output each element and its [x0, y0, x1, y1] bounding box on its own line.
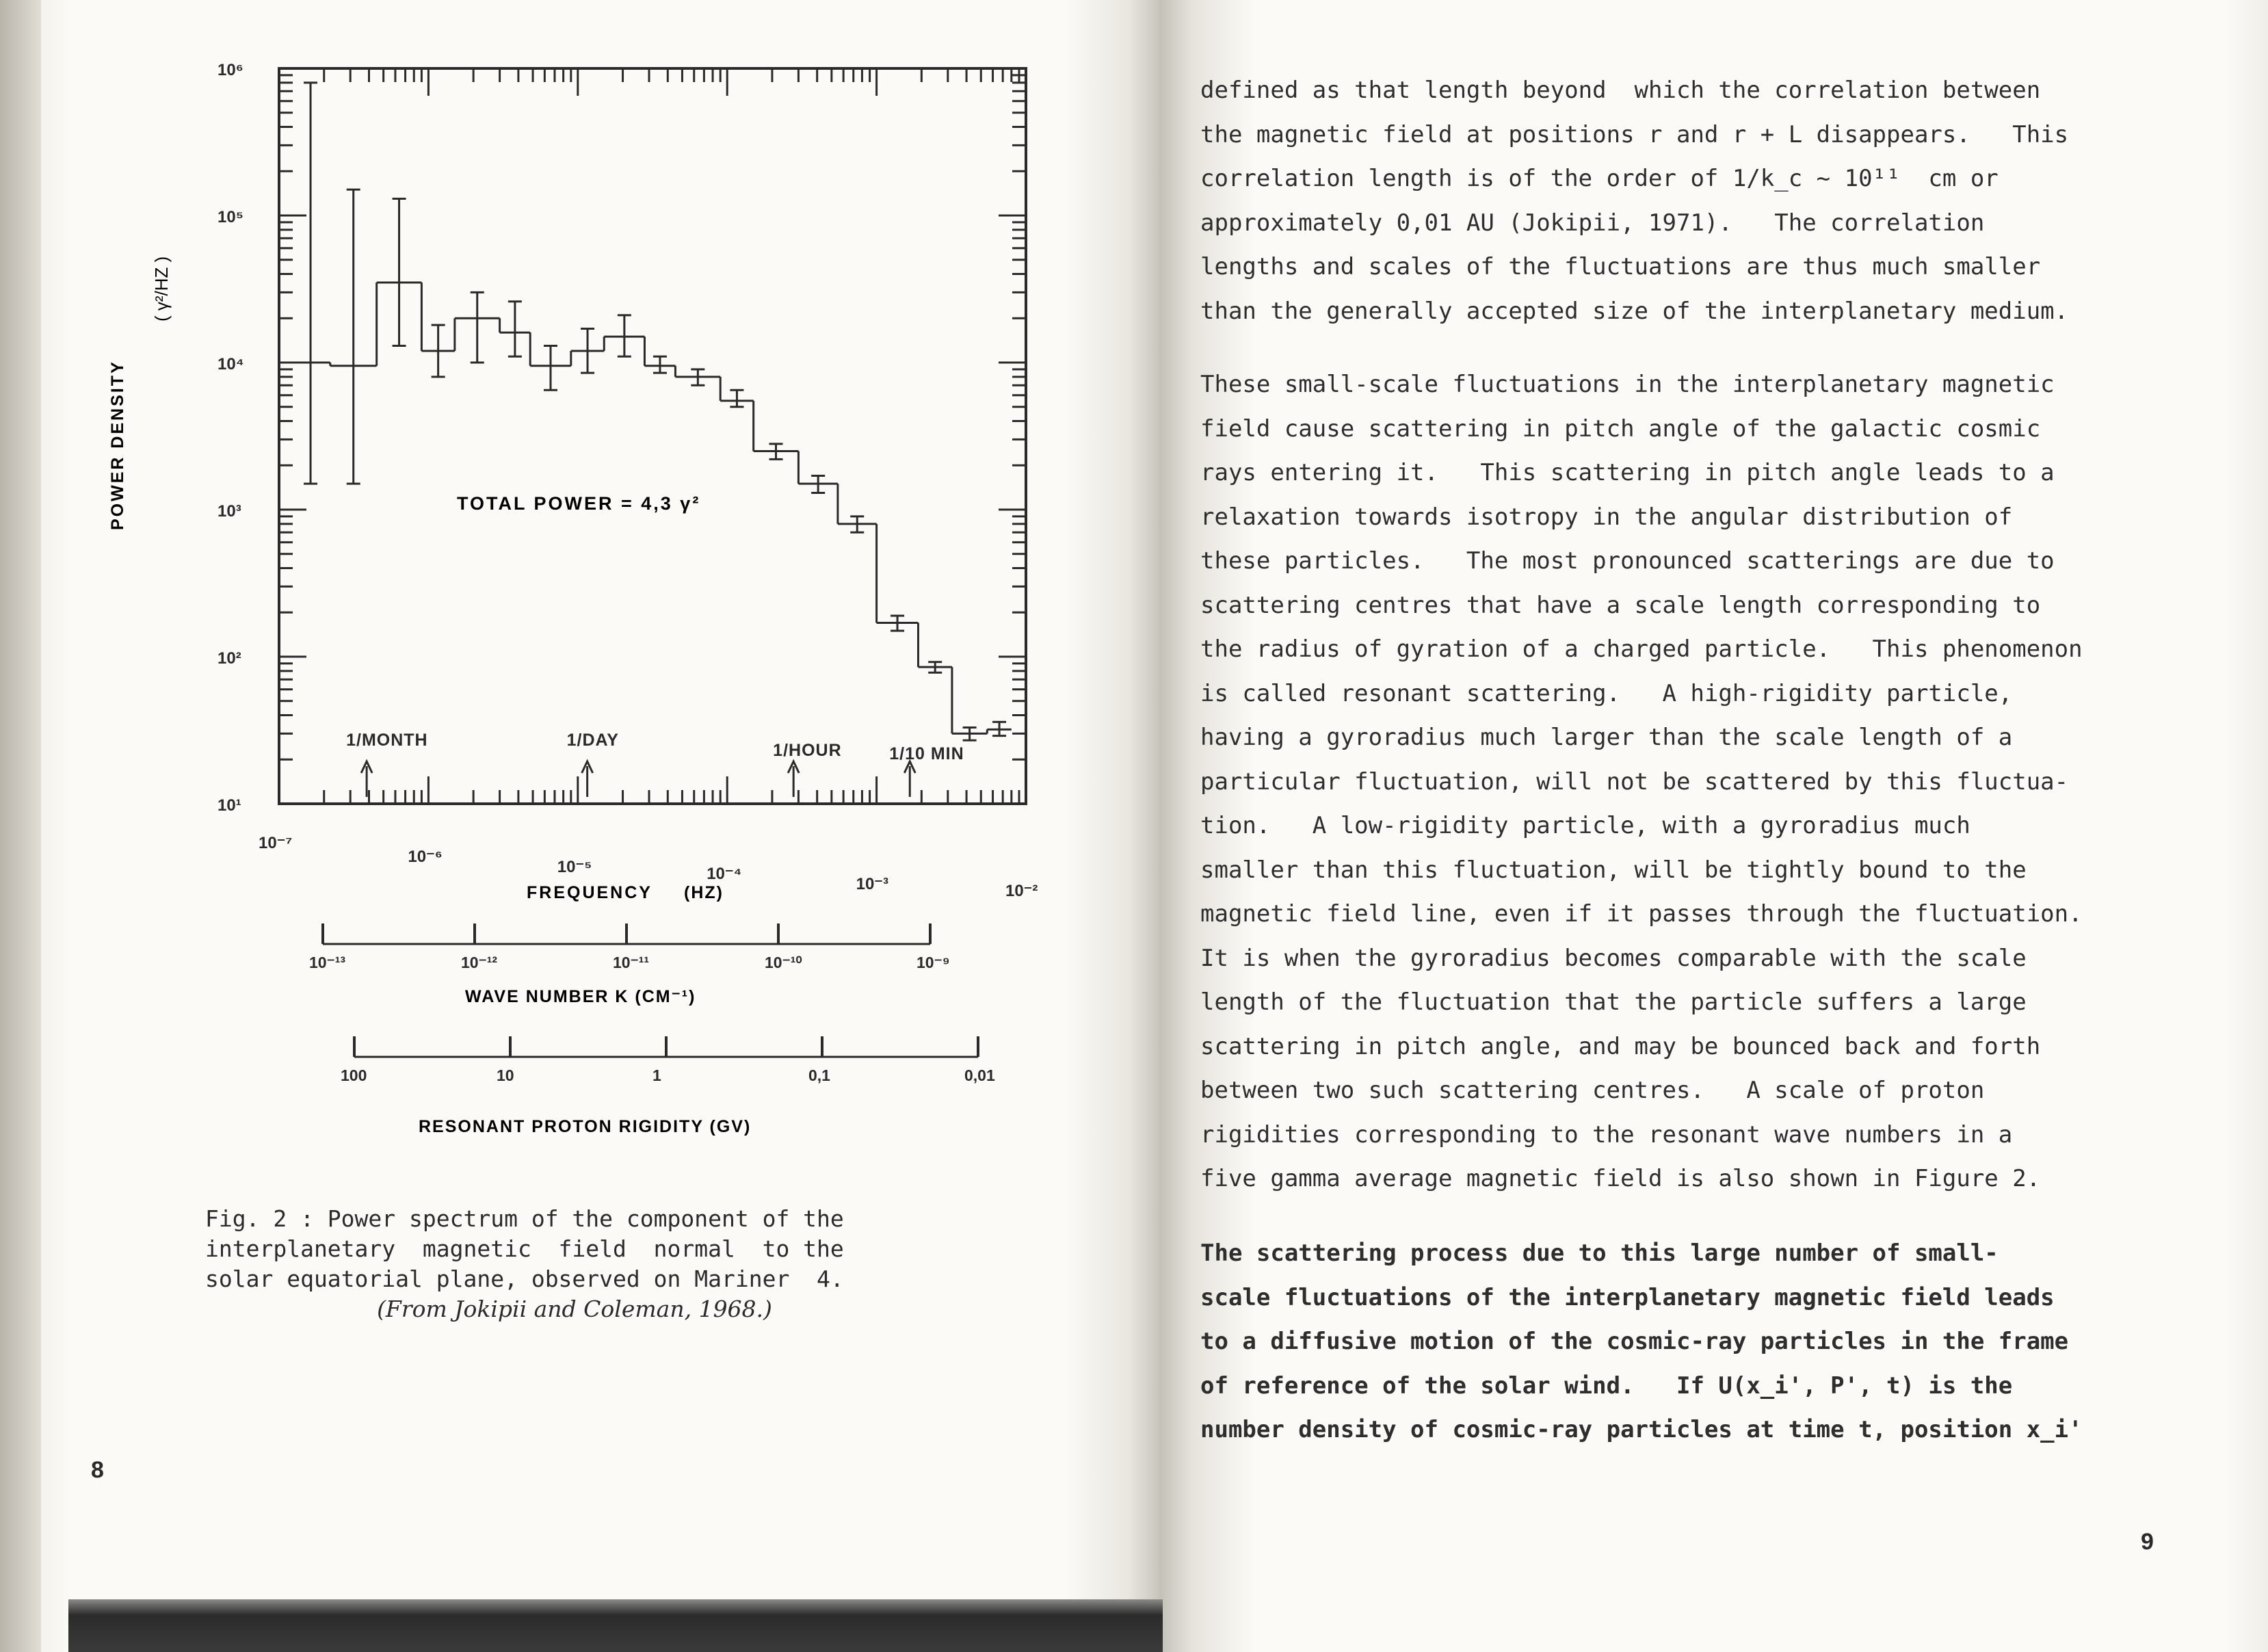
text-line: particular fluctuation, will not be scattered by this fluctua- [1200, 768, 2069, 796]
scale-tick-label: 10⁻¹⁰ [765, 954, 802, 971]
text-line: defined as that length beyond which the correlation between [1200, 77, 2041, 104]
paragraph-2 [1200, 363, 2158, 1201]
y-axis-unit: ( γ²/HZ ) [151, 256, 172, 322]
text-line: scattering in pitch angle, and may be bounced back and forth [1200, 1032, 2041, 1060]
period-marker-label: 1/DAY [566, 731, 619, 750]
caption-line-2: interplanetary magnetic field normal to the [205, 1235, 844, 1262]
power-spectrum-chart [0, 0, 1159, 1177]
x-tick-label: 10⁻³ [856, 875, 888, 893]
text-line: These small-scale fluctuations in the interplanetary magnetic [1200, 371, 2055, 398]
scale-tick-label: 10⁻¹³ [309, 954, 346, 971]
text-line: correlation length is of the order of 1/k_c ~ 10¹¹ cm or [1200, 165, 1999, 192]
text-line: having a gyroradius much larger than the scale length of a [1200, 724, 2013, 751]
chart-frame [279, 68, 1026, 804]
text-line: The scattering process due to this large number of small- [1200, 1240, 1999, 1267]
x-tick-label: 10⁻⁴ [707, 865, 742, 883]
scale-tick-label: 100 [341, 1066, 367, 1084]
caption-line-1: Fig. 2 : Power spectrum of the component of the [205, 1205, 844, 1232]
text-line: five gamma average magnetic field is also shown in Figure 2. [1200, 1165, 2041, 1192]
scale-tick-label: 0,1 [808, 1066, 830, 1084]
page-number: 8 [91, 1457, 104, 1483]
chart-ticks [279, 68, 1026, 804]
text-line: It is when the gyroradius becomes comparable with the scale [1200, 944, 2027, 972]
text-line: length of the fluctuation that the particle suffers a large [1200, 988, 2027, 1016]
x-tick-label: 10⁻² [1005, 882, 1038, 900]
x-tick-label: 10⁻⁶ [408, 848, 443, 866]
period-marker-label: 1/HOUR [773, 741, 842, 760]
x-axis-unit: (HZ) [684, 883, 724, 902]
y-tick-label: 10⁵ [217, 208, 243, 226]
scale-tick-label: 10 [497, 1066, 514, 1084]
plot-frame [279, 68, 1026, 804]
chart-error-bars [304, 83, 1006, 740]
text-line: the magnetic field at positions r and r + L disappears. This [1200, 120, 2069, 148]
text-line: scale fluctuations of the interplanetary magnetic field leads [1200, 1283, 2055, 1311]
text-line: rays entering it. This scattering in pitch angle leads to a [1200, 459, 2055, 486]
scale-tick-label: 0,01 [964, 1066, 995, 1084]
y-axis-label: POWER DENSITY [108, 360, 127, 530]
y-tick-label: 10⁶ [217, 61, 243, 79]
period-markers [346, 731, 964, 797]
scale-tick-label: 10⁻¹¹ [613, 954, 650, 971]
text-line: scattering centres that have a scale length corresponding to [1200, 591, 2041, 619]
text-line: number density of cosmic-ray particles at time t, position x_i' [1200, 1416, 2083, 1443]
paragraph-3 [1200, 1231, 2158, 1452]
text-line: lengths and scales of the fluctuations are thus much smaller [1200, 253, 2041, 280]
wave-number-scale [309, 923, 950, 971]
text-line: of reference of the solar wind. If U(x_i', P', t) is the [1200, 1372, 2013, 1400]
scale-tick-label: 1 [652, 1066, 661, 1084]
caption-line-4: (From Jokipii and Coleman, 1968.) [377, 1296, 772, 1322]
text-line: rigidities corresponding to the resonant wave numbers in a [1200, 1120, 2013, 1149]
text-line: between two such scattering centres. A scale of proton [1200, 1077, 1985, 1104]
text-line: field cause scattering in pitch angle of the galactic cosmic [1200, 415, 2041, 443]
x-tick-label: 10⁻⁵ [557, 858, 592, 876]
period-marker-label: 1/10 MIN [889, 744, 964, 763]
rigidity-label: RESONANT PROTON RIGIDITY (GV) [419, 1117, 752, 1136]
caption-line-3: solar equatorial plane, observed on Mariner 4. [205, 1266, 844, 1292]
text-line: the radius of gyration of a charged particle. This phenomenon [1200, 635, 2083, 663]
x-axis-label: FREQUENCY [527, 883, 652, 902]
text-line: magnetic field line, even if it passes through the fluctuation. [1200, 900, 2083, 928]
text-line: relaxation towards isotropy in the angular distribution of [1200, 503, 2013, 531]
page-number: 9 [2141, 1529, 2154, 1555]
paragraph-1 [1200, 68, 2158, 333]
wave-number-label: WAVE NUMBER K (CM⁻¹) [465, 987, 696, 1006]
text-line: is called resonant scattering. A high-rigidity particle, [1200, 679, 2013, 707]
y-tick-labels [217, 61, 244, 815]
rigidity-scale [341, 1036, 995, 1084]
text-line: these particles. The most pronounced scatterings are due to [1200, 547, 2055, 575]
text-line: to a diffusive motion of the cosmic-ray particles in the frame [1200, 1328, 2069, 1355]
y-tick-label: 10³ [217, 502, 241, 521]
figure-caption [205, 1204, 944, 1324]
text-line: tion. A low-rigidity particle, with a gyroradius much [1200, 812, 1970, 839]
text-line: smaller than this fluctuation, will be tightly bound to the [1200, 856, 2027, 884]
scale-tick-label: 10⁻⁹ [917, 954, 950, 971]
y-tick-label: 10¹ [217, 796, 241, 815]
text-line: than the generally accepted size of the interplanetary medium. [1200, 297, 2069, 325]
x-tick-label: 10⁻⁷ [259, 834, 293, 852]
y-tick-label: 10⁴ [217, 355, 244, 373]
scale-tick-label: 10⁻¹² [461, 954, 498, 971]
text-line: approximately 0,01 AU (Jokipii, 1971). The correlation [1200, 209, 1985, 237]
period-marker-label: 1/MONTH [346, 731, 428, 750]
book-bottom-edge [68, 1599, 1163, 1652]
total-power-label: TOTAL POWER = 4,3 γ² [457, 493, 701, 514]
y-tick-label: 10² [217, 649, 241, 668]
